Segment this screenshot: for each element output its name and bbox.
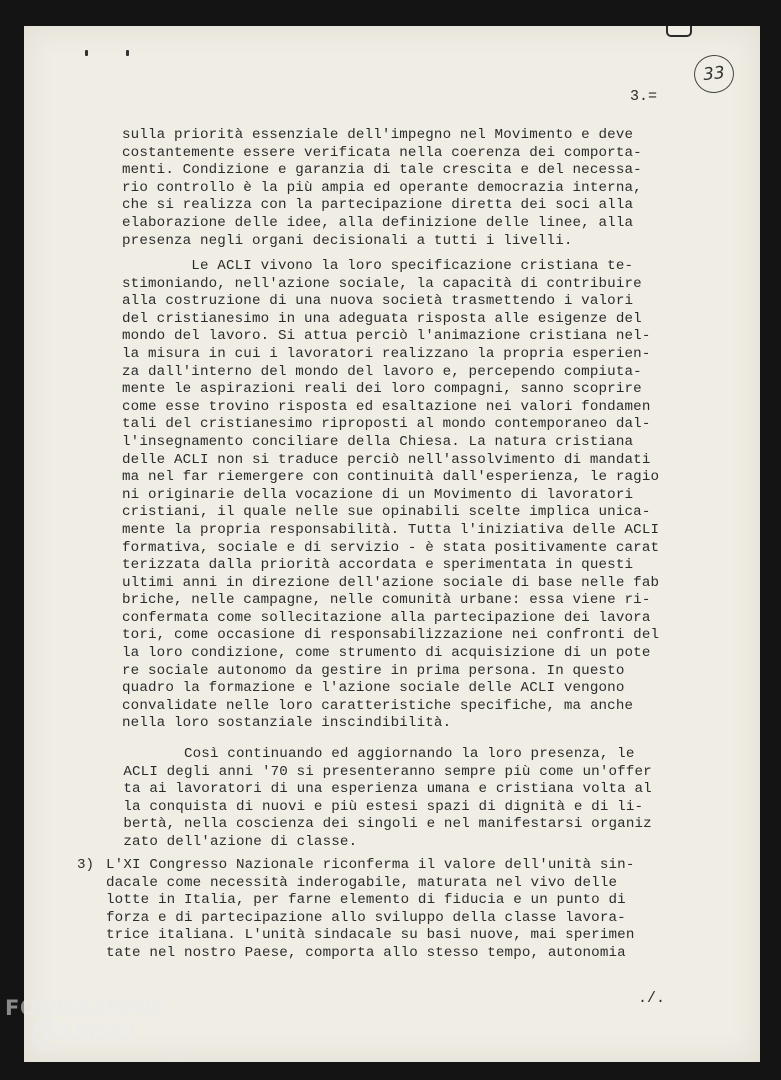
punch-mark bbox=[85, 50, 88, 56]
paragraph-3: Così continuando ed aggiornando la loro presenza, le ACLI degli anni '70 si presenteranno sempre più come un'offer ta ai lavoratori di una esperienza umana e cristiana volta al la conquista di nuovi e più estesi spazi di dignità e di li- bertà, nella coscienza dei singoli e nel manifestarsi organiz zato dell'azione di classe. bbox=[123, 746, 652, 850]
fondazione-gramsci-watermark bbox=[5, 996, 190, 1063]
paragraph-2: Le ACLI vivono la loro specificazione cristiana te- stimoniando, nell'azione sociale, la capacità di contribuire alla costruzione di una nuova società trasmettendo i valori del cristianesimo in una adeguata risposta alle esigenze del mondo del lavoro. Si attua perciò l'animazione cristiana nel- la misura in cui i lavoratori realizzano la propria esperien- za dall'interno del mondo del lavoro e, percependo compiuta- mente le aspirazioni reali dei loro compagni, sanno scoprire come esse trovino risposta ed esaltazione nei valori fondamen tali del cristianesimo riproposti al mondo contemporaneo dal- l'insegnamento conciliare della Chiesa. La natura cristiana delle ACLI non si traduce perciò nell'assolvimento di mandati ma nel far riemergere con continuità dall'esperienza, le ragio ni originarie della vocazione di un Movimento di lavoratori cristiani, il quale nelle sue opinabili scelte implica unica- mente la propria responsabilità. Tutta l'iniziativa delle ACLI formativa, sociale e di servizio - è stata positivamente carat terizzata dalla priorità accordata e sperimentata in questi ultimi anni in direzione dell'azione sociale di base nelle fab briche, nelle campagne, nelle comunità urbane: essa viene ri- confermata come sollecitazione alla partecipazione dei lavora tori, come occasione di responsabilizzazione nei confronti del la loro condizione, come strumento di acquisizione di un pote re sociale autonomo da gestire in prima persona. In questo quadro la formazione e l'azione sociale delle ACLI vengono convalidate nelle loro caratteristiche specifiche, ma anche nella loro sostanziale inscindibilità. bbox=[122, 258, 660, 732]
archive-page-number: 33 bbox=[692, 53, 736, 95]
punch-mark bbox=[126, 50, 129, 56]
page-tab-notch bbox=[666, 26, 692, 37]
paragraph-4: L'XI Congresso Nazionale riconferma il valore dell'unità sin- dacale come necessità inderogabile, maturata nel vivo delle lotte in Italia, per farne elemento di fiducia e un punto di forza e di partecipazione allo sviluppo della classe lavora- trice italiana. L'unità sindacale su basi nuove, mai sperimen tate nel nostro Paese, comporta allo stesso tempo, autonomia bbox=[106, 857, 635, 961]
continuation-mark: ./. bbox=[638, 990, 666, 1007]
watermark-suffix: onlus bbox=[163, 1052, 190, 1063]
item-number: 3) bbox=[77, 857, 95, 873]
paragraph-1: sulla priorità essenziale dell'impegno nel Movimento e deve costantemente essere verificata nella coerenza dei comporta- menti. Condizione e garanzia di tale crescita e del necessa- rio controllo è la più ampia ed operante democrazia interna, che si realizza con la partecipazione diretta dei soci alla elaborazione delle idee, alla definizione delle linee, alla presenza negli organi decisionali a tutti i livelli. bbox=[122, 127, 642, 249]
watermark-line-2: RAMSCI bbox=[41, 1020, 136, 1044]
watermark-g-logo-icon bbox=[31, 1018, 65, 1052]
watermark-line-1: FONDAZIONE bbox=[5, 996, 167, 1020]
page-number: 3.= bbox=[630, 88, 658, 105]
